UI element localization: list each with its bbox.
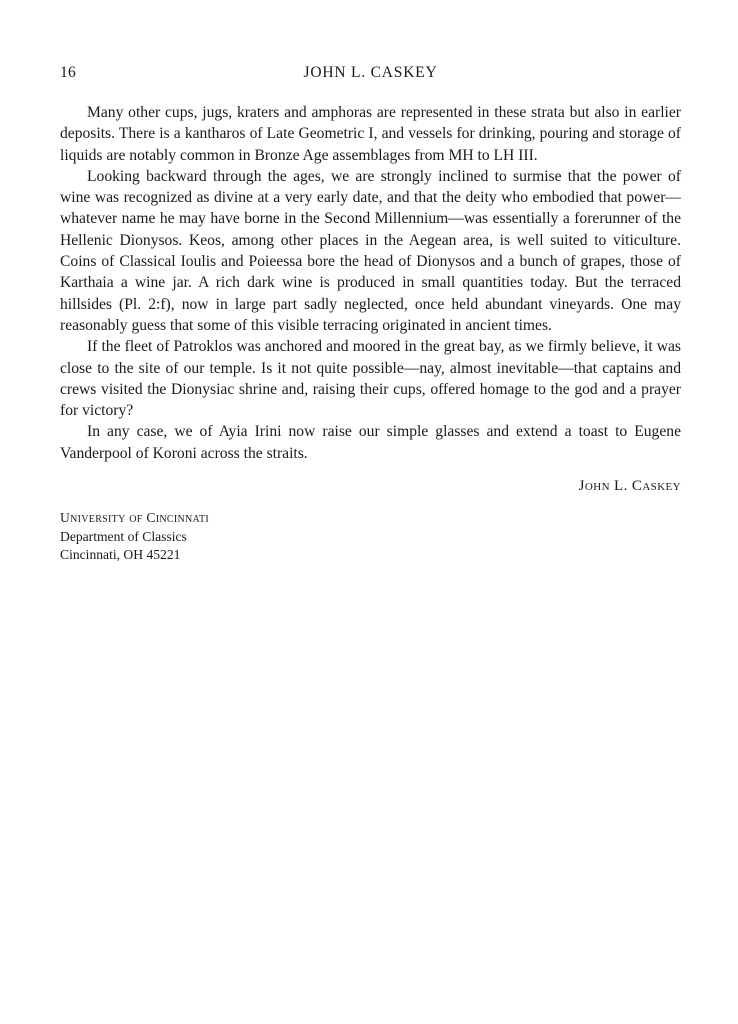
author-affiliation	[60, 509, 681, 565]
institution-name: University of Cincinnati	[60, 510, 209, 526]
body-text	[60, 102, 681, 464]
running-head	[60, 64, 681, 86]
page	[60, 64, 681, 565]
paragraph: Looking backward through the ages, we are strongly inclined to surmise that the power of wine was recognized as divine at a very early date, and that the deity who embodied that power—whatever name he may have borne in the Second Millennium—was essentially a forerunner of the Hellenic Dionysos. Keos, among other places in the Aegean area, is well suited to viticulture. Coins of Classical Ioulis and Poieessa bore the head of Dionysos and a bunch of grapes, those of Karthaia a wine jar. A rich dark wine is produced in small quantities today. But the terraced hillsides (Pl. 2:f), now in large part sadly neglected, once held abundant vineyards. One may reasonably guess that some of this visible terracing originated in ancient times.	[60, 167, 681, 334]
author-signature: John L. Caskey	[578, 478, 681, 495]
paragraph: If the fleet of Patroklos was anchored and moored in the great bay, as we firmly believe, it was close to the site of our temple. Is it not quite possible—nay, almost inevitable—that captains and crews visited the Dionysiac shrine and, raising their cups, offered homage to the god and a prayer for victory?	[60, 338, 681, 420]
postal-address: Cincinnati, OH 45221	[60, 547, 181, 563]
department-name: Department of Classics	[60, 528, 187, 544]
paragraph: Many other cups, jugs, kraters and amphoras are represented in these strata but also in earlier deposits. There is a kantharos of Late Geometric I, and vessels for drinking, pouring and storage of liquids are notably common in Bronze Age assemblages from MH to LH III.	[60, 104, 681, 164]
running-title: JOHN L. CASKEY	[303, 64, 438, 81]
paragraph: In any case, we of Ayia Irini now raise our simple glasses and extend a toast to Eugene Vanderpool of Koroni across the straits.	[60, 423, 681, 462]
page-number: 16	[60, 64, 77, 81]
